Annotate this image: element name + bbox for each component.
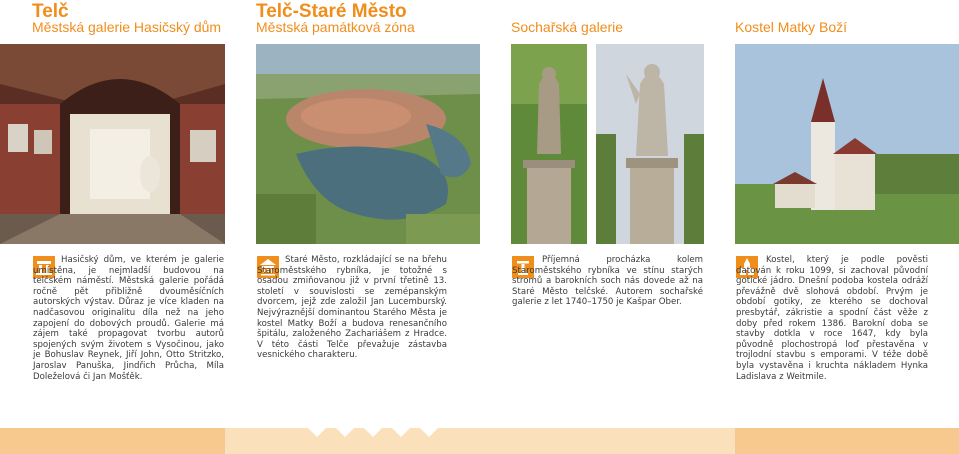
section-title: Telč-Staré Město: [256, 1, 407, 22]
gallery-description: Hasičský dům, ve kterém je galerie umístěna, je nejmladší budovou na telčském náměstí. Městská galerie pořádá ročně pět přibližně dvouměsíčních autorských výstav. Důraz je více kladen na nadčasovou originalitu díla než na jeho zapojení do dobových proudů. Galerie má zájem také propagovat tvorbu autorů spojených svým životem s Vysočinou, jako je Bohuslav Reynek, Jiří John, Otto Stritzko, Jaroslav Panuška, Jindřich Průcha, Míla Doleželová či Jan Mošťěk.: [33, 255, 224, 382]
footer-notch: [364, 428, 382, 437]
statue-photo-left: [511, 44, 587, 244]
church-description: Kostel, který je podle pověsti datován k roku 1099, si zachoval původní gotické jádro. Dnešní podoba kostela odráží převážně dvě slohová období. Prvým je období gotiky, ze kterého se dochoval presbytář, zákristie a spodní část věže z doby před rokem 1386. Barokní doba se stavby dotkla v roce 1647, kdy byla původně plochostropá loď přestavěna v trojlodní stavbu s emporami. V téže době byla vystavěna i kruchta nákladem Hynka Ladislava z Weitmile.: [736, 255, 928, 382]
stare-mesto-description: Staré Město, rozkládající se na břehu Staroměstského rybníka, je totožné s osadou zmiňovanou již v první třetině 13. století v souvislosti se zemépanským dvorcem, jejž zde založil Jan Lucemburský. Nejvýraznější dominantou Starého Města je kostel Matky Boží a budova renesančního špitálu, založeného Zachariášem z Hradce. V této části Telče převažuje zástavba vesnického charakteru.: [257, 255, 447, 361]
footer-strip: [735, 428, 959, 454]
footer-notch: [308, 428, 326, 437]
statue-photo-right: [596, 44, 704, 244]
section-title: Telč: [32, 1, 69, 22]
sculpture-gallery-description: Příjemná procházka kolem Staroměstského rybníka ve stínu starých stromů a barokních soch nás dovede až na Staré Město telčské. Autorem sochařské galerie z let 1740–1750 je Kašpar Ober.: [512, 255, 703, 308]
footer-notch: [336, 428, 354, 437]
gallery-interior-photo: [0, 44, 225, 244]
aerial-town-photo: [256, 44, 480, 244]
church-photo: [735, 44, 959, 244]
footer-notch: [392, 428, 410, 437]
footer-notch: [420, 428, 438, 437]
section-subtitle: Kostel Matky Boží: [735, 19, 848, 35]
section-subtitle: Městská památková zóna: [256, 19, 415, 35]
section-subtitle: Sochařská galerie: [511, 19, 624, 35]
footer-strip: [0, 428, 225, 454]
section-subtitle: Městská galerie Hasičský dům: [32, 19, 222, 35]
